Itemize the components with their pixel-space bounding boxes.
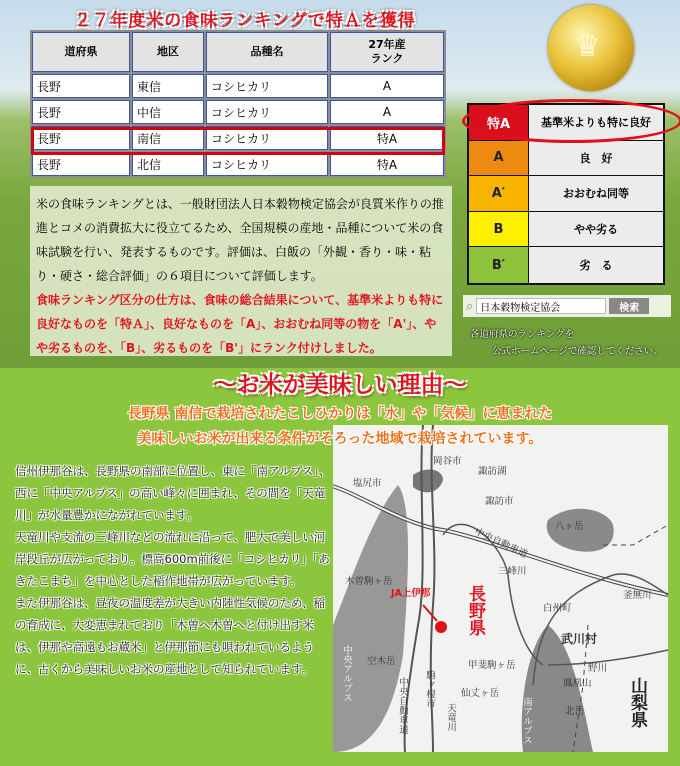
body-paragraph: また伊那谷は、昼夜の温度差が大きい内陸性気候のため、稲の育成に、大変恵まれており「木曽へ木曽へと付け出す米は、伊那や高遠もお蔵米」と伊那節にも唄われているように、古くから美味しいお米の産地として知られています。	[15, 596, 326, 676]
cell-variety: コシヒカリ	[206, 152, 328, 176]
map-label: 中央アルプス	[341, 645, 352, 702]
map-label: 諏訪市	[485, 496, 514, 507]
highlight-ellipse	[462, 99, 680, 143]
rank-legend-row	[469, 247, 663, 283]
cell-variety: コシヒカリ	[206, 74, 328, 98]
rank-description: やや劣る	[529, 212, 663, 247]
cell-rank: A	[330, 100, 444, 124]
area-map	[333, 425, 668, 752]
map-label: 空木岳	[367, 656, 396, 667]
map-label: 木曽駒ヶ岳	[345, 576, 393, 587]
cell-rank: A	[330, 74, 444, 98]
cell-pref: 長野	[32, 100, 130, 124]
cell-variety: コシヒカリ	[206, 100, 328, 124]
table-header-row	[32, 32, 444, 72]
search-note	[470, 326, 663, 360]
reason-subheading-2: 美味しいお米が出来る条件がそろった地域で栽培されています。	[137, 431, 543, 447]
search-bar	[463, 295, 671, 317]
cell-rank: 特A	[330, 152, 444, 176]
cell-pref: 長野	[32, 74, 130, 98]
rank-label: 特A	[469, 105, 529, 140]
rank-legend-row	[469, 176, 663, 212]
rank-label: A	[469, 141, 529, 176]
map-label: 釜無川	[623, 590, 652, 601]
rank-label: B′	[469, 247, 529, 283]
rank-description: おおむね同等	[529, 176, 663, 211]
header-variety: 品種名	[206, 32, 328, 72]
cell-area: 南信	[132, 126, 204, 150]
rank-label: B	[469, 212, 529, 247]
rank-legend-row	[469, 141, 663, 177]
map-label: 中央自動車道	[397, 677, 408, 734]
header-area: 地区	[132, 32, 204, 72]
search-icon: ⌕	[466, 298, 474, 314]
map-label-ja: JA上伊那	[391, 588, 431, 599]
header-rank-line1: 27年産	[368, 38, 406, 51]
ranking-table	[30, 30, 446, 178]
map-label: 野川	[588, 663, 608, 674]
rank-description: 良 好	[529, 141, 663, 176]
cell-area: 東信	[132, 74, 204, 98]
map-label: 南アルプス	[521, 697, 532, 745]
map-label: 武川村	[561, 632, 598, 646]
cell-area: 北信	[132, 152, 204, 176]
note-line1: 各道府県のランキングを	[470, 329, 575, 340]
map-label: 白州町	[543, 603, 572, 614]
reason-heading: ～お米が美味しい理由～	[213, 372, 467, 398]
rank-description: 基準米よりも特に良好	[529, 105, 663, 140]
description-text: 米の食味ランキングとは、一般財団法人日本穀物検定協会が良質米作りの推進とコメの消費拡大に役立てるため、全国規模の産地・品種について米の食味試験を行い、発表するものです。評価は、白飯の「外観・香り・味・粘り・硬さ・総合評価」の６項目について評価します。	[36, 197, 444, 283]
map-label: 鳳凰山	[563, 678, 592, 689]
map-label: 岡谷市	[433, 456, 462, 467]
rank-description: 劣 る	[529, 247, 663, 283]
lake-suwa	[413, 470, 443, 493]
cell-pref: 長野	[32, 152, 130, 176]
map-label: 三峰川	[498, 566, 527, 577]
search-input[interactable]	[476, 298, 606, 314]
note-line2: 公式ホームページで確認してください。	[492, 346, 663, 357]
ja-location-marker	[435, 621, 447, 633]
description-ranking-method: 食味ランキング区分の仕方は、食味の総合結果について、基準米よりも特に良好なものを「特Ａ」、良好なものを「A」、おおむね同等の物を「A'」、やや劣るものを、「B」、劣るものを「B'」にランク付けしました。	[36, 293, 444, 355]
map-label-nagano: 長野県	[465, 585, 485, 636]
header-rank-line2: ランク	[370, 52, 404, 65]
table-row	[32, 74, 444, 98]
map-label: 諏訪湖	[478, 466, 507, 477]
reason-subheading-1: 長野県 南信で栽培されたこしひかりは「水」や「気候」に恵まれた	[127, 406, 553, 422]
map-label: 中央自動車道	[472, 526, 530, 561]
gold-crown-medal-icon: ♛	[548, 5, 634, 91]
rank-label: A′	[469, 176, 529, 211]
body-paragraph: 天竜川や支流の三峰川などの流れに沿って、肥大で美しい河岸段丘が広がっており。標高600m前後に「コシヒカリ」「あきたこまち」を中心とした稲作地帯が広がっています。	[15, 530, 330, 588]
map-label-yamanashi: 山梨県	[627, 677, 647, 728]
map-label: 駒ヶ根市	[424, 670, 435, 708]
header-rank	[330, 32, 444, 72]
map-label: 仙丈ヶ岳	[461, 688, 500, 699]
table-row	[32, 152, 444, 176]
map-label: 塩尻市	[353, 478, 382, 489]
cell-rank: 特A	[330, 126, 444, 150]
ranking-title: ２７年度米の食味ランキングで特Ａを獲得	[74, 11, 416, 31]
map-label: 北岳	[565, 706, 585, 717]
cell-pref: 長野	[32, 126, 130, 150]
ja-pointer-line	[423, 605, 437, 621]
map-label: 八ヶ岳	[555, 521, 584, 532]
rank-legend-row	[469, 212, 663, 248]
search-button[interactable]: 検索	[609, 298, 649, 314]
cell-variety: コシヒカリ	[206, 126, 328, 150]
body-paragraph: 信州伊那谷は、長野県の南部に位置し、東に「南アルプス」、西に「中央アルプス」の高い峰々に囲まれ、その間を「天竜川」が水量豊かにながれています。	[15, 464, 331, 522]
map-label: 甲斐駒ヶ岳	[468, 660, 516, 671]
map-label: 天竜川	[445, 703, 456, 732]
reason-body	[15, 460, 333, 680]
cell-area: 中信	[132, 100, 204, 124]
table-row	[32, 100, 444, 124]
ranking-description	[30, 186, 452, 356]
highlight-row-frame	[31, 127, 445, 155]
header-pref: 道府県	[32, 32, 130, 72]
